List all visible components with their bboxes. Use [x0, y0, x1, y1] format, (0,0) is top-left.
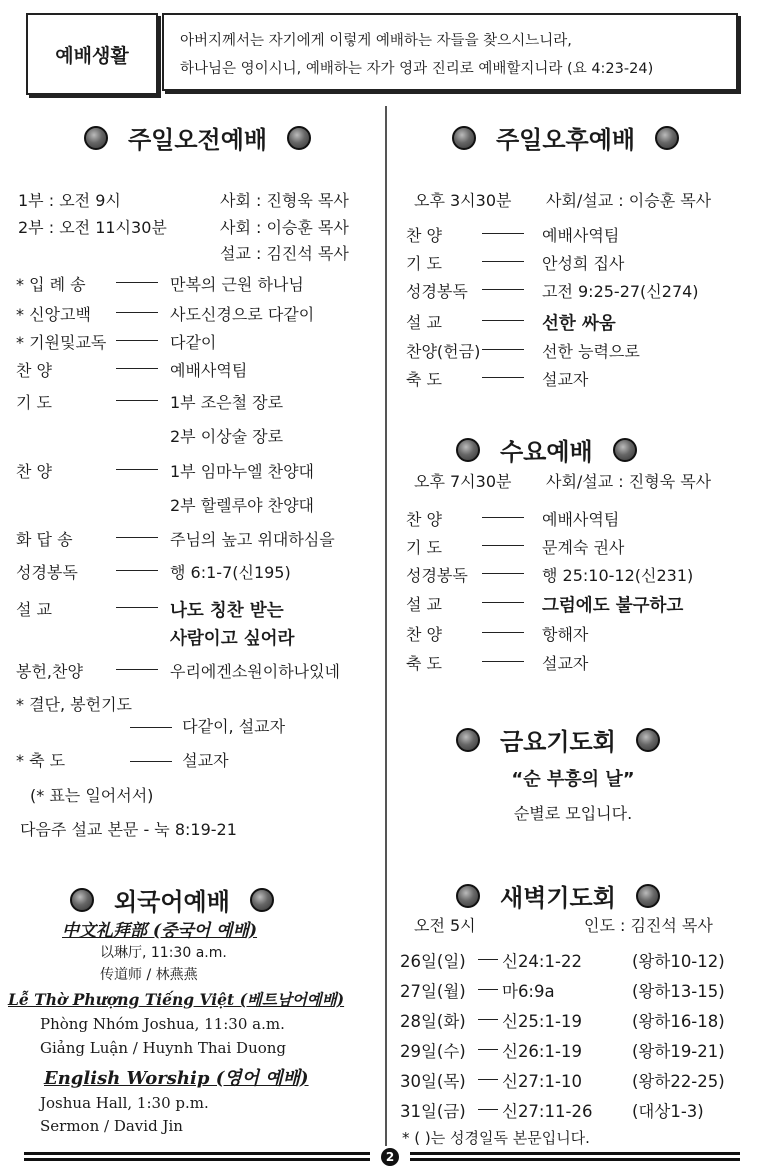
order-label: * 신앙고백 — [16, 305, 91, 324]
friday-note: 순별로 모입니다. — [513, 804, 633, 823]
order-value: 선한 능력으로 — [542, 342, 640, 361]
dash — [478, 959, 498, 960]
dawn-note: * ( )는 성경일독 본문입니다. — [402, 1129, 590, 1147]
decision-row — [130, 714, 285, 737]
dash — [482, 545, 524, 546]
dash — [130, 727, 172, 728]
order-value: 1부 조은철 장로 — [170, 393, 284, 412]
order-value: 다같이 — [170, 333, 217, 352]
wednesday-time: 오후 7시30분 — [414, 472, 512, 491]
dawn-passage: 신24:1-22 — [502, 952, 582, 971]
order-label: 기 도 — [406, 538, 442, 557]
english-line-2: Sermon / David Jin — [40, 1117, 183, 1135]
dash — [116, 669, 158, 670]
dash — [116, 607, 158, 608]
bullet-icon — [456, 728, 480, 752]
order-value: 선한 싸움 — [542, 314, 616, 334]
benediction-label: * 축 도 — [16, 751, 66, 770]
order-label: 찬 양 — [16, 361, 52, 380]
order-value: 2부 할렐루야 찬양대 — [170, 496, 314, 515]
minister-2: 사회 : 이승훈 목사 — [220, 218, 349, 237]
benediction-row — [130, 748, 229, 771]
dawn-passage: 신27:11-26 — [502, 1102, 593, 1121]
bullet-icon — [456, 884, 480, 908]
chinese-heading: 中文礼拜部 (중국어 예배) — [62, 921, 258, 941]
footer-rule-left — [24, 1152, 370, 1161]
vietnamese-heading: Lễ Thờ Phượng Tiếng Việt (베트남어예배) — [8, 990, 345, 1009]
dawn-passage: 마6:9a — [502, 982, 555, 1001]
morning-title-text: 주일오전예배 — [128, 126, 268, 154]
verse-line-1: 아버지께서는 자기에게 이렇게 예배하는 자들을 찾으시느니라, — [180, 33, 572, 49]
wednesday-title-text: 수요예배 — [500, 438, 593, 466]
order-label: 찬 양 — [406, 226, 442, 245]
order-label: 찬 양 — [16, 462, 52, 481]
order-value: 고전 9:25-27(신274) — [542, 282, 699, 301]
order-label: 기 도 — [16, 393, 52, 412]
page-number: 2 — [381, 1148, 399, 1166]
order-label: 축 도 — [406, 654, 442, 673]
friday-title-text: 금요기도회 — [500, 728, 616, 756]
dash — [482, 377, 524, 378]
dash — [116, 400, 158, 401]
footer-rule-right — [410, 1152, 740, 1161]
order-label: 찬 양 — [406, 510, 442, 529]
bullet-icon — [456, 438, 480, 462]
order-value: 예배사역팀 — [542, 510, 620, 529]
dawn-reading: (왕하13-15) — [632, 982, 725, 1001]
order-value: 만복의 근원 하나님 — [170, 275, 304, 294]
dawn-leader: 인도 : 김진석 목사 — [584, 916, 713, 935]
dash — [116, 537, 158, 538]
dash — [478, 1079, 498, 1080]
dash — [482, 632, 524, 633]
dawn-day: 29일(수) — [400, 1042, 466, 1061]
dawn-reading: (왕하10-12) — [632, 952, 725, 971]
order-label: 찬양(헌금) — [406, 342, 481, 361]
order-label: 화 답 송 — [16, 530, 73, 549]
foreign-title — [70, 882, 274, 917]
dawn-title — [456, 878, 660, 913]
dawn-title-text: 새벽기도회 — [500, 884, 616, 912]
order-value: 항해자 — [542, 625, 589, 644]
order-label: 성경봉독 — [406, 282, 468, 301]
bullet-icon — [287, 126, 311, 150]
order-value: 2부 이상술 장로 — [170, 427, 284, 446]
order-label: * 기원및교독 — [16, 333, 107, 352]
dawn-day: 28일(화) — [400, 1012, 466, 1031]
section-label — [26, 13, 158, 95]
order-label: * 입 례 송 — [16, 275, 86, 294]
decision-label: * 결단, 봉헌기도 — [16, 695, 132, 714]
chinese-line-1: 以琳厅, 11:30 a.m. — [100, 945, 227, 961]
bullet-icon — [655, 126, 679, 150]
dash — [478, 1049, 498, 1050]
dawn-reading: (왕하22-25) — [632, 1072, 725, 1091]
bullet-icon — [613, 438, 637, 462]
dash — [478, 1109, 498, 1110]
dash — [116, 368, 158, 369]
wednesday-leader: 사회/설교 : 진형욱 목사 — [546, 472, 712, 491]
bullet-icon — [250, 888, 274, 912]
order-label: 성경봉독 — [406, 566, 468, 585]
bullet-icon — [452, 126, 476, 150]
chinese-line-2: 传道师 / 林燕燕 — [100, 967, 198, 983]
dash — [482, 573, 524, 574]
order-label: 설 교 — [406, 313, 442, 332]
verse-line-2: 하나님은 영이시니, 예배하는 자가 영과 진리로 예배할지니라 (요 4:23-24) — [180, 61, 654, 77]
order-value: 행 25:10-12(신231) — [542, 566, 694, 585]
english-heading: English Worship (영어 예배) — [44, 1068, 309, 1089]
dawn-day: 31일(금) — [400, 1102, 466, 1121]
order-value: 예배사역팀 — [170, 361, 248, 380]
column-divider — [385, 106, 387, 1146]
order-value: 설교자 — [542, 370, 589, 389]
vietnamese-line-1: Phòng Nhóm Joshua, 11:30 a.m. — [40, 1015, 285, 1033]
order-label: 성경봉독 — [16, 563, 78, 582]
dawn-day: 30일(목) — [400, 1072, 466, 1091]
dawn-reading: (왕하19-21) — [632, 1042, 725, 1061]
dawn-day: 26일(일) — [400, 952, 466, 971]
friday-theme: “순 부흥의 날” — [511, 769, 635, 790]
dash — [482, 517, 524, 518]
bullet-icon — [84, 126, 108, 150]
order-label: 설 교 — [16, 600, 52, 619]
dawn-passage: 신26:1-19 — [502, 1042, 582, 1061]
order-value: 우리에겐소원이하나있네 — [170, 662, 341, 681]
standing-note: (* 표는 일어서서) — [30, 786, 154, 805]
order-label: 기 도 — [406, 254, 442, 273]
dash — [130, 761, 172, 762]
afternoon-title — [452, 120, 679, 155]
dash — [482, 349, 524, 350]
order-value: 사도신경으로 다같이 — [170, 305, 315, 324]
afternoon-time: 오후 3시30분 — [414, 191, 512, 210]
header-verse — [162, 13, 738, 91]
foreign-title-text: 외국어예배 — [114, 888, 230, 916]
dash — [478, 989, 498, 990]
dash — [116, 312, 158, 313]
dash — [116, 340, 158, 341]
dash — [482, 320, 524, 321]
order-value: 나도 칭찬 받는 — [170, 601, 284, 621]
order-value: 예배사역팀 — [542, 226, 620, 245]
order-label: 축 도 — [406, 370, 442, 389]
order-label: 봉헌,찬양 — [16, 662, 83, 681]
dawn-day: 27일(월) — [400, 982, 466, 1001]
afternoon-leader: 사회/설교 : 이승훈 목사 — [546, 191, 712, 210]
order-label: 찬 양 — [406, 625, 442, 644]
dash — [116, 570, 158, 571]
friday-title — [456, 722, 660, 757]
morning-title — [84, 120, 311, 155]
dash — [116, 469, 158, 470]
dash — [478, 1019, 498, 1020]
afternoon-title-text: 주일오후예배 — [496, 126, 636, 154]
dash — [482, 261, 524, 262]
section-label-text: 예배생활 — [55, 44, 129, 67]
dash — [482, 233, 524, 234]
order-value: 주님의 높고 위대하심을 — [170, 530, 335, 549]
bullet-icon — [636, 884, 660, 908]
dawn-passage: 신27:1-10 — [502, 1072, 582, 1091]
dawn-time: 오전 5시 — [414, 916, 476, 935]
order-label: 설 교 — [406, 595, 442, 614]
vietnamese-line-2: Giảng Luận / Huynh Thai Duong — [40, 1039, 287, 1057]
dash — [482, 602, 524, 603]
dash — [482, 661, 524, 662]
dawn-passage: 신25:1-19 — [502, 1012, 582, 1031]
wednesday-title — [456, 432, 637, 467]
service-1-time: 1부 : 오전 9시 — [18, 191, 121, 210]
order-value: 문계숙 권사 — [542, 538, 625, 557]
order-value: 그럼에도 불구하고 — [542, 596, 684, 616]
dash — [482, 289, 524, 290]
preacher: 설교 : 김진석 목사 — [220, 244, 349, 263]
bullet-icon — [636, 728, 660, 752]
benediction-value: 설교자 — [182, 751, 229, 770]
minister-1: 사회 : 진형욱 목사 — [220, 191, 349, 210]
dawn-reading: (왕하16-18) — [632, 1012, 725, 1031]
next-sermon: 다음주 설교 본문 - 눅 8:19-21 — [20, 820, 237, 839]
order-value: 사람이고 싶어라 — [170, 629, 295, 649]
dawn-reading: (대상1-3) — [632, 1102, 704, 1121]
decision-value: 다같이, 설교자 — [182, 717, 286, 736]
service-2-time: 2부 : 오전 11시30분 — [18, 218, 167, 237]
order-value: 행 6:1-7(신195) — [170, 563, 291, 582]
order-value: 안성희 집사 — [542, 254, 625, 273]
bullet-icon — [70, 888, 94, 912]
english-line-1: Joshua Hall, 1:30 p.m. — [40, 1094, 209, 1112]
order-value: 설교자 — [542, 654, 589, 673]
order-value: 1부 임마누엘 찬양대 — [170, 462, 314, 481]
dash — [116, 282, 158, 283]
